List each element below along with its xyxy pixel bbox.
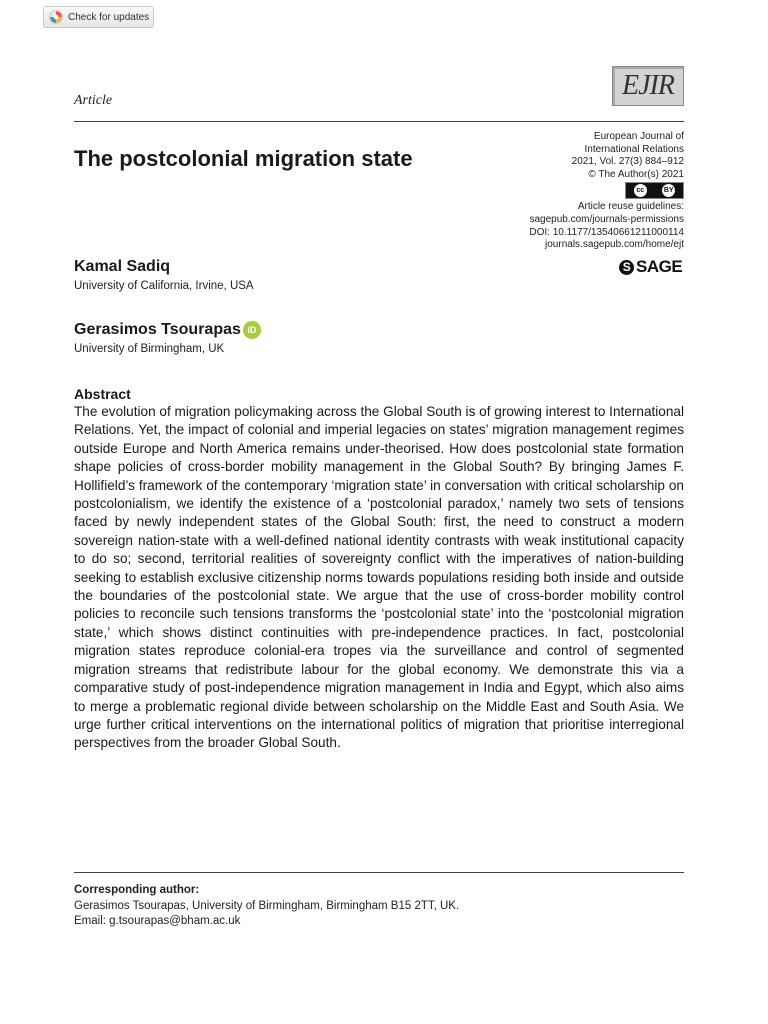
article-type-label: Article bbox=[74, 93, 113, 108]
reuse-guidelines-label: Article reuse guidelines: bbox=[577, 201, 684, 213]
corresponding-author-email[interactable]: Email: g.tsourapas@bham.ac.uk bbox=[74, 915, 241, 927]
abstract-section bbox=[74, 385, 684, 753]
journal-home-link[interactable]: journals.sagepub.com/home/ejt bbox=[545, 239, 684, 251]
journal-citation: 2021, Vol. 27(3) 884–912 bbox=[571, 156, 684, 168]
corresponding-author-note bbox=[74, 883, 684, 930]
journal-name-line1: European Journal of bbox=[593, 131, 684, 142]
author-name: Gerasimos Tsourapas bbox=[74, 321, 241, 338]
check-for-updates-button[interactable] bbox=[43, 6, 154, 28]
corresponding-author-address: Gerasimos Tsourapas, University of Birmingham, Birmingham B15 2TT, UK. bbox=[74, 899, 460, 912]
check-updates-icon bbox=[49, 10, 63, 24]
corresponding-author-heading: Corresponding author: bbox=[74, 884, 200, 896]
cc-by-license-badge[interactable] bbox=[625, 182, 684, 199]
by-icon: BY bbox=[662, 184, 675, 197]
orcid-icon[interactable]: iD bbox=[243, 321, 261, 339]
journal-name-line2: International Relations bbox=[584, 143, 684, 155]
article-title: The postcolonial migration state bbox=[74, 146, 413, 171]
sage-s-icon: S bbox=[619, 260, 634, 275]
cc-icon: cc bbox=[634, 184, 647, 197]
header-divider bbox=[74, 121, 684, 122]
author-affiliation: University of California, Irvine, USA bbox=[74, 280, 254, 292]
abstract-heading: Abstract bbox=[74, 386, 131, 402]
journal-metadata bbox=[444, 131, 684, 252]
author-block bbox=[74, 321, 261, 355]
abstract-text: The evolution of migration policymaking across the Global South is of growing interest to International Relations. Yet, the impact of colonial and imperial legacies on states’ migration management regimes outside Europe and North America remains under-theorised. How does postcolonial state formation shape policies of cross-border mobility management in the Global South? By bringing James F. Hollifield’s framework of the contemporary ‘migration state’ in conversation with critical scholarship on postcolonialism, we identify the existence of a ‘postcolonial paradox,’ namely two sets of tensions faced by newly independent states of the Global South: first, the need to construct a modern sovereign nation-state with a well-defined national identity contrasts with weak institutional capacity to do so; second, territorial realities of sovereignty conflict with the imperatives of nation-building seeking to establish exclusive citizenship norms towards populations residing both inside and outside the boundaries of the postcolonial state. We argue that the use of cross-border mobility control policies to reconcile such tensions transforms the ‘postcolonial state’ into the ‘postcolonial migration state,’ which shows distinct continuities with pre-independence practices. In fact, postcolonial migration states reproduce colonial-era tropes via the surveillance and control of segmented migration streams that redistribute labour for the global economy. We demonstrate this via a comparative study of post-independence migration management in India and Egypt, which also aims to merge a problematic regional divide between scholarship on the Middle East and South Asia. We urge further critical interventions on the international politics of migration that prioritise interregional perspectives from the broader Global South. bbox=[74, 404, 684, 751]
journal-copyright: © The Author(s) 2021 bbox=[588, 168, 684, 180]
check-updates-label: Check for updates bbox=[68, 11, 150, 23]
permissions-link[interactable]: sagepub.com/journals-permissions bbox=[529, 213, 684, 225]
author-affiliation: University of Birmingham, UK bbox=[74, 343, 225, 355]
author-block bbox=[74, 258, 254, 292]
footnote-divider bbox=[74, 872, 684, 873]
doi-text[interactable]: DOI: 10.1177/13540661211000114 bbox=[529, 226, 684, 238]
author-name: Kamal Sadiq bbox=[74, 258, 171, 275]
sage-publisher-logo bbox=[619, 258, 682, 276]
journal-logo: EJIR bbox=[612, 66, 684, 106]
sage-logo-text: SAGE bbox=[636, 257, 683, 276]
author-name-row bbox=[74, 321, 261, 339]
